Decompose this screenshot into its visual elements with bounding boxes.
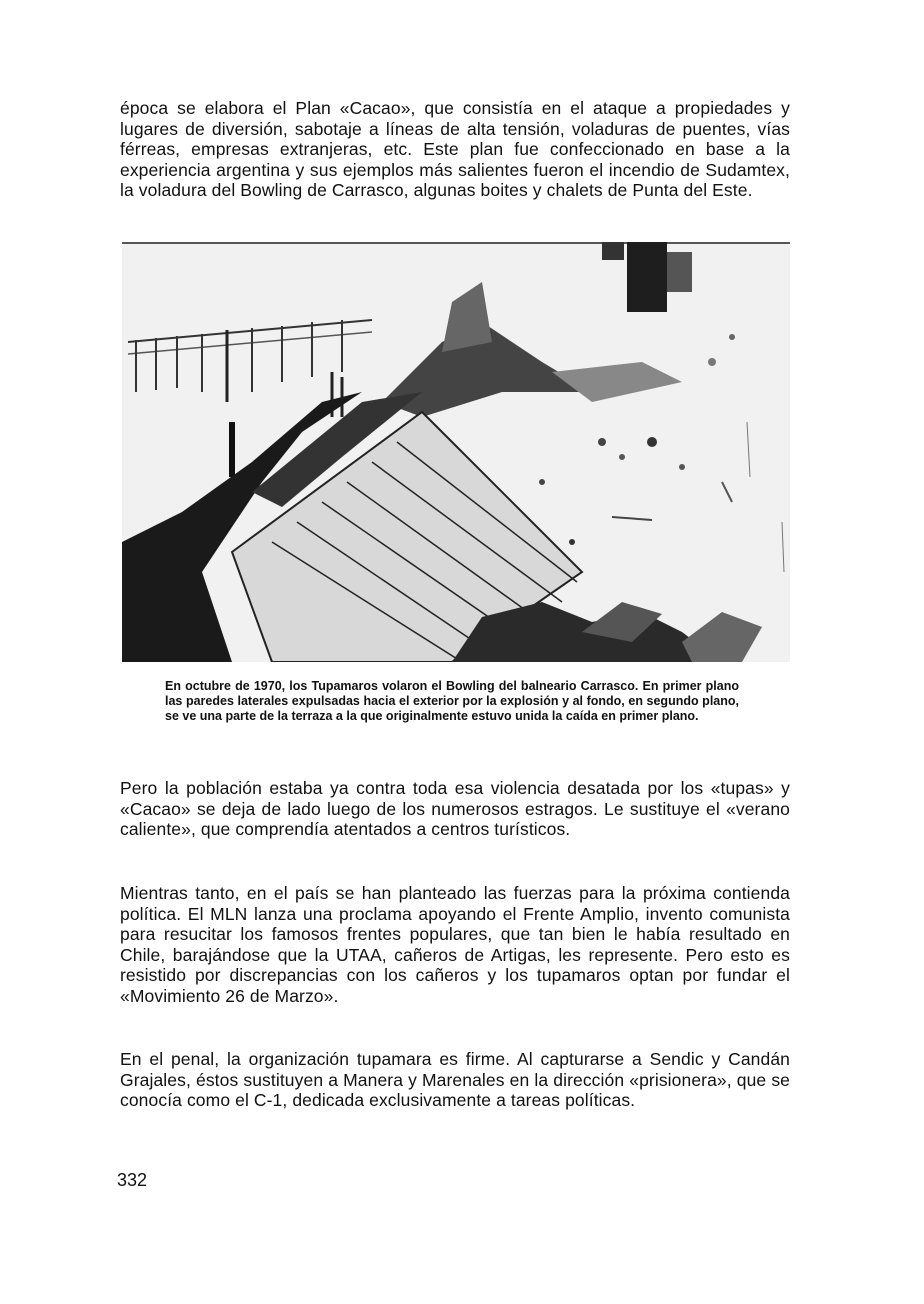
page-number: 332: [117, 1170, 148, 1190]
paragraph-3: Mientras tanto, en el país se han planteado las fuerzas para la próxima contienda política. El MLN lanza una proclama apoyando el Frente Amplio, invento comunista para resucitar los famosos frentes populares, que tan bien le había resultado en Chile, barajándose que la UTAA, cañeros de Artigas, les represente. Pero esto es resistido por discrepancias con los cañeros y los tupamaros optan por fundar el «Movimiento 26 de Marzo».: [120, 883, 790, 1006]
paragraph-2: Pero la población estaba ya contra toda esa violencia desatada por los «tupas» y «Cacao» se deja de lado luego de los numerosos estragos. Le sustituye el «verano caliente», que comprendía atentados a centros turísticos.: [120, 778, 790, 839]
paragraph-1: época se elabora el Plan «Cacao», que consistía en el ataque a propiedades y lugares de diversión, sabotaje a líneas de alta tensión, voladuras de puentes, vías férreas, empresas extranjeras, etc. Este plan fue confeccionado en base a la experiencia argentina y sus ejemplos más salientes fueron el incendio de Sudamtex, la voladura del Bowling de Carrasco, algunas boites y chalets de Punta del Este.: [120, 98, 790, 200]
photo-bowling-ruins: [122, 242, 790, 662]
photo-illustration: [122, 242, 790, 662]
photo-caption: En octubre de 1970, los Tupamaros volaron el Bowling del balneario Carrasco. En primer plano las paredes laterales expulsadas hacia el exterior por la explosión y al fondo, en segundo plano, se ve una parte de la terraza a la que originalmente estuvo unida la caída en primer plano.: [165, 679, 739, 723]
paragraph-4: En el penal, la organización tupamara es firme. Al capturarse a Sendic y Candán Grajales, éstos sustituyen a Manera y Marenales en la dirección «prisionera», que se conocía como el C-1, dedicada exclusivamente a tareas políticas.: [120, 1049, 790, 1110]
